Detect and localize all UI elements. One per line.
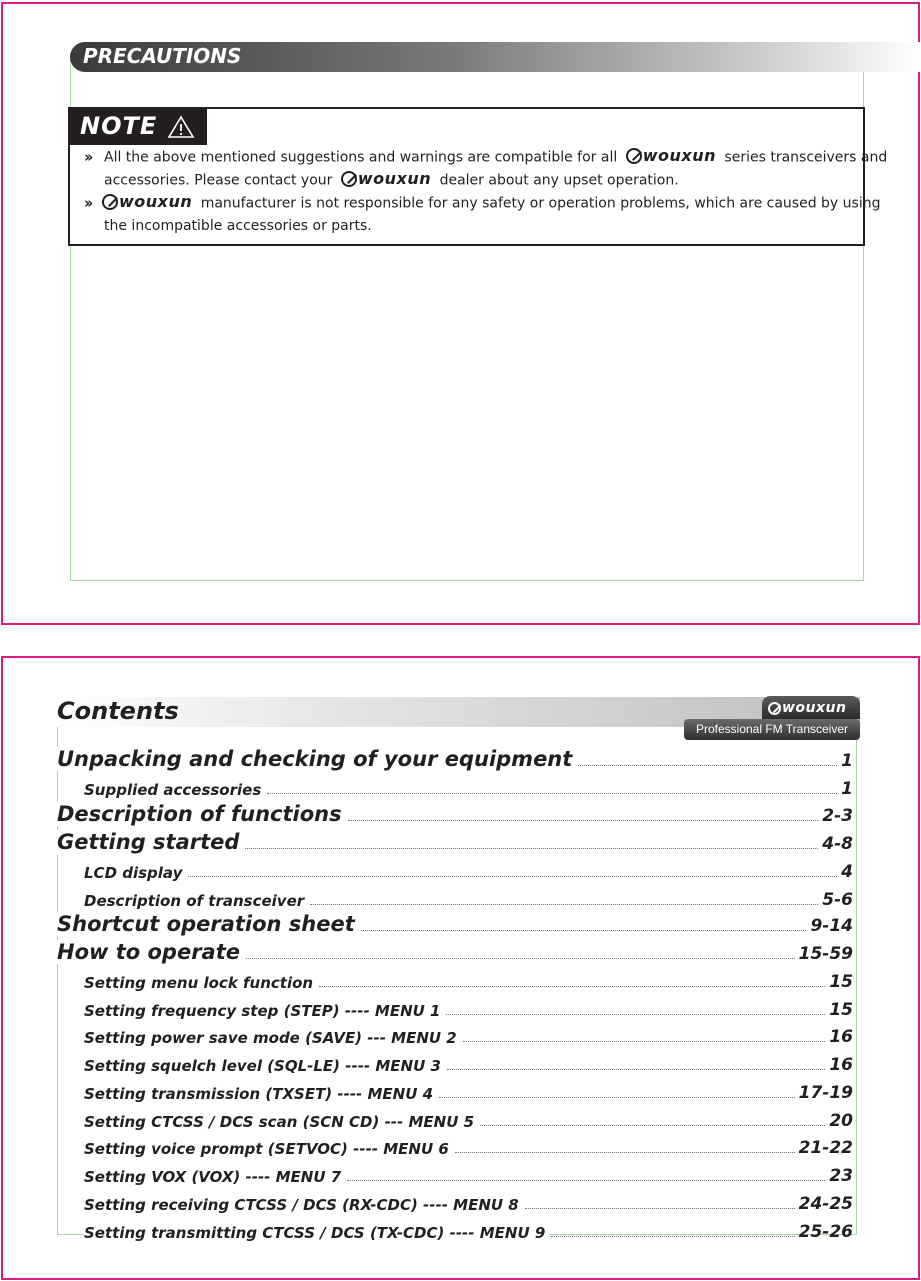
- wouxun-logo: wouxun: [768, 700, 846, 716]
- toc-entry-title: Description of transceiver: [84, 892, 308, 910]
- toc-entry-title: Setting VOX (VOX) ---- MENU 7: [84, 1168, 345, 1186]
- brand-logo: [684, 696, 860, 742]
- toc-entry[interactable]: [0, 802, 921, 828]
- leader-dots: [245, 848, 818, 849]
- leader-dots: [348, 820, 818, 821]
- note-tab: [70, 109, 207, 145]
- toc-entry-title: Setting CTCSS / DCS scan (SCN CD) --- MENU 5: [84, 1113, 478, 1131]
- toc-entry-page: 4: [841, 862, 853, 882]
- toc-entry[interactable]: [0, 1134, 921, 1160]
- toc-entry-page: 15-59: [798, 944, 853, 964]
- wouxun-logo: wouxun: [341, 167, 431, 190]
- toc-entry[interactable]: [0, 775, 921, 801]
- toc-entry-page: 1: [841, 751, 853, 771]
- leader-dots: [446, 1014, 825, 1015]
- toc-entry-page: 15: [829, 1000, 853, 1020]
- toc-entry-title: Setting voice prompt (SETVOC) ---- MENU 6: [84, 1140, 453, 1158]
- toc-entry-title: How to operate: [57, 940, 244, 964]
- toc-entry[interactable]: [0, 968, 921, 994]
- toc-entry[interactable]: [0, 886, 921, 912]
- toc-entry-title: Setting frequency step (STEP) ---- MENU 1: [84, 1002, 444, 1020]
- chevron-right-icon: ››: [84, 194, 91, 212]
- wouxun-logo: wouxun: [626, 144, 716, 167]
- leader-dots: [319, 986, 825, 987]
- leader-dots: [267, 793, 837, 794]
- note-bullet-2-line-2: the incompatible accessories or parts.: [104, 218, 372, 234]
- chevron-right-icon: ››: [84, 148, 91, 166]
- toc-entry[interactable]: [0, 858, 921, 884]
- leader-dots: [188, 876, 837, 877]
- note-label: NOTE: [80, 112, 158, 140]
- toc-entry-page: 16: [829, 1027, 853, 1047]
- leader-dots: [463, 1041, 825, 1042]
- toc-entry[interactable]: [0, 1079, 921, 1105]
- note-bullet-1-line-1: ›› All the above mentioned suggestions and warnings are compatible for all wouxun series transceivers and: [80, 146, 855, 169]
- leader-dots: [310, 904, 818, 905]
- toc-entry-title: Shortcut operation sheet: [57, 912, 359, 936]
- toc-entry-page: 21-22: [798, 1138, 853, 1158]
- toc-entry-title: Description of functions: [57, 802, 346, 826]
- leader-dots: [480, 1125, 825, 1126]
- leader-dots: [361, 930, 806, 931]
- toc-entry-title: Unpacking and checking of your equipment: [57, 747, 576, 771]
- toc-entry[interactable]: [0, 1023, 921, 1049]
- toc-entry-page: 15: [829, 972, 853, 992]
- toc-entry-title: Getting started: [57, 830, 243, 854]
- toc-entry-page: 5-6: [822, 890, 853, 910]
- leader-dots: [551, 1236, 795, 1237]
- toc-entry-page: 16: [829, 1055, 853, 1075]
- note-bullet-1-line-2: accessories. Please contact your wouxun dealer about any upset operation.: [104, 169, 679, 189]
- toc-entry-page: 4-8: [822, 834, 853, 854]
- toc-entry[interactable]: [0, 940, 921, 966]
- wouxun-logo: wouxun: [102, 190, 192, 213]
- leader-dots: [455, 1152, 795, 1153]
- toc-entry[interactable]: [0, 1107, 921, 1133]
- toc-entry[interactable]: [0, 1190, 921, 1216]
- leader-dots: [439, 1097, 795, 1098]
- section-title: PRECAUTIONS: [83, 44, 242, 68]
- note-bullet-2-line-1: ›› wouxun manufacturer is not responsible for any safety or operation problems, which are caused by using: [80, 192, 855, 215]
- toc-entry-title: Setting transmission (TXSET) ---- MENU 4: [84, 1085, 437, 1103]
- toc-entry-page: 17-19: [798, 1083, 853, 1103]
- toc-entry-title: Supplied accessories: [84, 781, 265, 799]
- toc-entry[interactable]: [0, 1218, 921, 1244]
- toc-entry-title: Setting power save mode (SAVE) --- MENU 2: [84, 1029, 461, 1047]
- toc-entry-page: 20: [829, 1111, 853, 1131]
- leader-dots: [246, 958, 795, 959]
- toc-entry-title: Setting menu lock function: [84, 974, 317, 992]
- toc-entry[interactable]: [0, 747, 921, 773]
- toc-entry-page: 23: [829, 1166, 853, 1186]
- logo-tagline: Professional FM Transceiver: [684, 719, 860, 740]
- toc-entry-title: LCD display: [84, 864, 186, 882]
- toc-entry[interactable]: [0, 1051, 921, 1077]
- leader-dots: [525, 1208, 795, 1209]
- toc-entry[interactable]: [0, 1162, 921, 1188]
- toc-entry-page: 24-25: [798, 1194, 853, 1214]
- toc-entry[interactable]: [0, 912, 921, 938]
- leader-dots: [447, 1069, 825, 1070]
- toc-entry-page: 9-14: [810, 916, 853, 936]
- section-title: Contents: [57, 697, 179, 725]
- toc-entry-page: 2-3: [822, 806, 853, 826]
- leader-dots: [578, 765, 837, 766]
- note-box: [68, 107, 888, 246]
- leader-dots: [347, 1180, 825, 1181]
- toc-entry[interactable]: [0, 830, 921, 856]
- toc-entry-page: 25-26: [798, 1222, 853, 1242]
- toc-entry-title: Setting transmitting CTCSS / DCS (TX-CDC) ---- MENU 9: [84, 1224, 549, 1242]
- toc-entry-page: 1: [841, 779, 853, 799]
- toc-entry[interactable]: [0, 996, 921, 1022]
- toc-entry-title: Setting squelch level (SQL-LE) ---- MENU 3: [84, 1057, 445, 1075]
- toc-entry-title: Setting receiving CTCSS / DCS (RX-CDC) ---- MENU 8: [84, 1196, 523, 1214]
- warning-icon: [167, 115, 195, 139]
